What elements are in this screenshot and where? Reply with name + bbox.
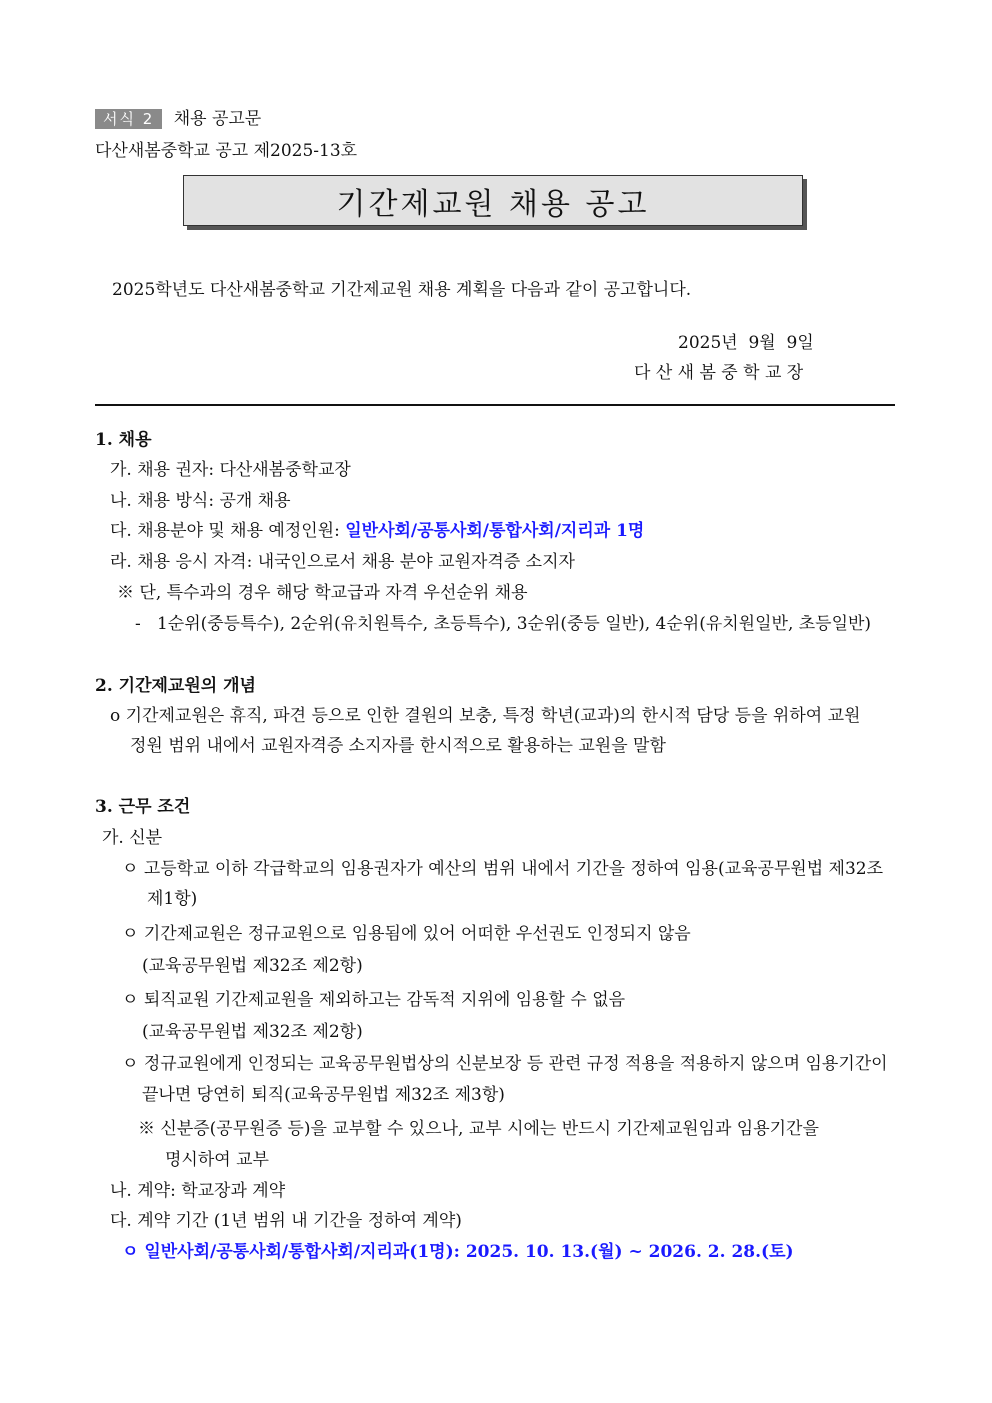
section1-note: ※ 단, 특수과의 경우 해당 학교급과 자격 우선순위 채용 <box>117 583 528 603</box>
status-line4: ㅇ 정규교원에게 인정되는 교육공무원법상의 신분보장 등 관련 규정 적용을 적용하지 않으며 임용기간이 <box>122 1054 888 1074</box>
section3-item-b: 나. 계약: 학교장과 계약 <box>110 1181 286 1201</box>
status-line3-cont: (교육공무원법 제32조 제2항) <box>142 1022 363 1042</box>
divider <box>95 404 895 406</box>
section3-item-c: 다. 계약 기간 (1년 범위 내 기간을 정하여 계약) <box>110 1211 462 1231</box>
section2-line1: o 기간제교원은 휴직, 파견 등으로 인한 결원의 보충, 특정 학년(교과)의 한시적 담당 등을 위하여 교원 <box>110 706 861 726</box>
section1-item-b: 나. 채용 방식: 공개 채용 <box>110 491 291 511</box>
section1-item-c-label: 다. 채용분야 및 채용 예정인원: <box>110 521 346 541</box>
section2-heading: 2. 기간제교원의 개념 <box>95 676 256 696</box>
section1-item-c <box>110 520 644 542</box>
announcement-date: 2025년 9월 9일 <box>678 333 814 353</box>
section3-heading: 3. 근무 조건 <box>95 797 191 817</box>
status-line1: ㅇ 고등학교 이하 각급학교의 임용권자가 예산의 범위 내에서 기간을 정하여 임용(교육공무원법 제32조 <box>122 859 884 879</box>
section1-item-d: 라. 채용 응시 자격: 내국인으로서 채용 분야 교원자격증 소지자 <box>110 552 575 572</box>
status-line4-cont: 끝나면 당연히 퇴직(교육공무원법 제32조 제3항) <box>142 1085 505 1105</box>
form-header <box>95 108 261 130</box>
id-card-note-cont: 명시하여 교부 <box>165 1150 269 1170</box>
status-line3: ㅇ 퇴직교원 기간제교원을 제외하고는 감독적 지위에 임용할 수 없음 <box>122 990 626 1010</box>
form-tag: 서식 2 <box>95 109 162 129</box>
section2-line2: 정원 범위 내에서 교원자격증 소지자를 한시적으로 활용하는 교원을 말함 <box>130 736 666 756</box>
page-title: 기간제교원 채용 공고 <box>336 186 650 222</box>
section3-item-a: 가. 신분 <box>102 828 163 848</box>
status-line2-cont: (교육공무원법 제32조 제2항) <box>142 956 363 976</box>
section1-priority: - 1순위(중등특수), 2순위(유치원특수, 초등특수), 3순위(중등 일반), 4순위(유치원일반, 초등일반) <box>135 614 872 634</box>
form-title: 채용 공고문 <box>173 109 262 129</box>
section1-heading: 1. 채용 <box>95 430 152 450</box>
contract-period-highlight: ㅇ 일반사회/공통사회/통합사회/지리과(1명): 2025. 10. 13.(월) ~ 2026. 2. 28.(토) <box>122 1242 794 1262</box>
notice-number: 다산새봄중학교 공고 제2025-13호 <box>95 141 358 161</box>
status-line2: ㅇ 기간제교원은 정규교원으로 임용됨에 있어 어떠한 우선권도 인정되지 않음 <box>122 924 691 944</box>
id-card-note: ※ 신분증(공무원증 등)을 교부할 수 있으나, 교부 시에는 반드시 기간제교원임과 임용기간을 <box>138 1119 819 1139</box>
status-line1-cont: 제1항) <box>147 889 198 909</box>
title-box <box>183 175 803 226</box>
recruitment-field-highlight: 일반사회/공통사회/통합사회/지리과 1명 <box>345 521 645 541</box>
issuer: 다 산 새 봄 중 학 교 장 <box>634 363 804 383</box>
intro-text: 2025학년도 다산새봄중학교 기간제교원 채용 계획을 다음과 같이 공고합니다. <box>112 280 692 300</box>
section1-item-a: 가. 채용 권자: 다산새봄중학교장 <box>110 460 351 480</box>
